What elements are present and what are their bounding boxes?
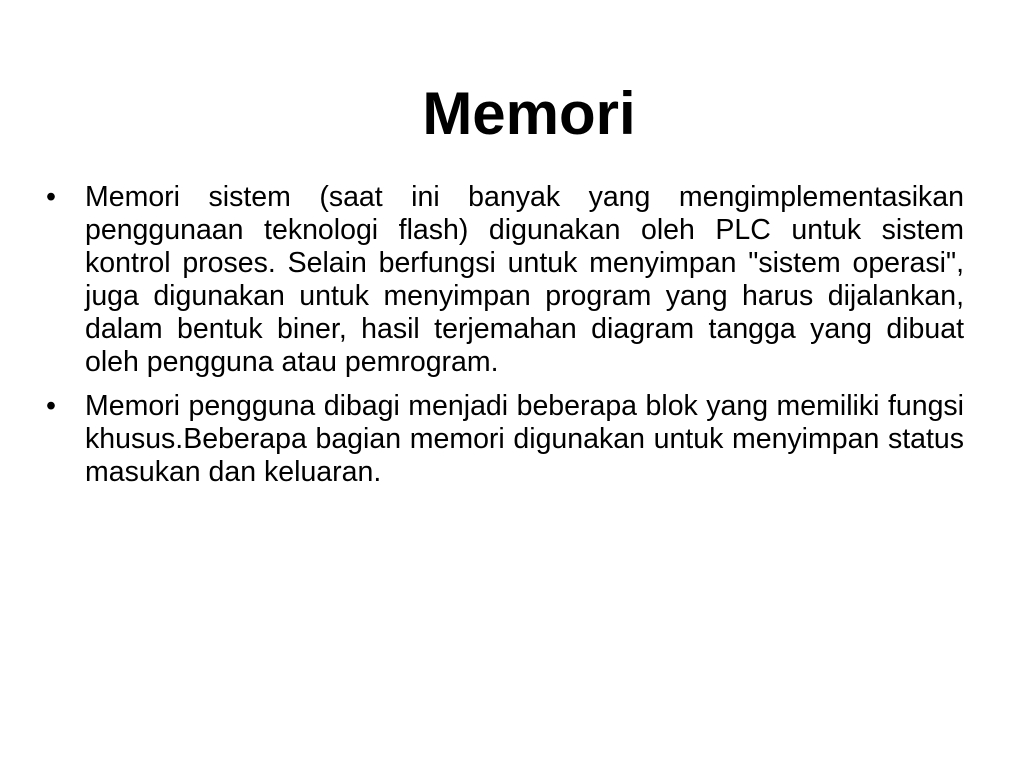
- bullet-item-memori-sistem: [46, 181, 964, 379]
- bullet-point-icon: •: [46, 181, 56, 213]
- slide-title: Memori: [422, 80, 636, 147]
- bullet-text: Memori sistem (saat ini banyak yang mengimplementasikan penggunaan teknologi flash) digunakan oleh PLC untuk sistem kontrol proses. Selain berfungsi untuk menyimpan "sistem operasi", juga digunakan untuk menyimpan program yang harus dijalankan, dalam bentuk biner, hasil terjemahan diagram tangga yang dibuat oleh pengguna atau pemrogram.: [85, 181, 964, 378]
- bullet-text: Memori pengguna dibagi menjadi beberapa blok yang memiliki fungsi khusus.Beberapa bagian memori digunakan untuk menyimpan status masukan dan keluaran.: [85, 390, 964, 488]
- bullet-list: [46, 181, 964, 500]
- bullet-point-icon: •: [46, 390, 56, 422]
- bullet-item-memori-pengguna: [46, 390, 964, 489]
